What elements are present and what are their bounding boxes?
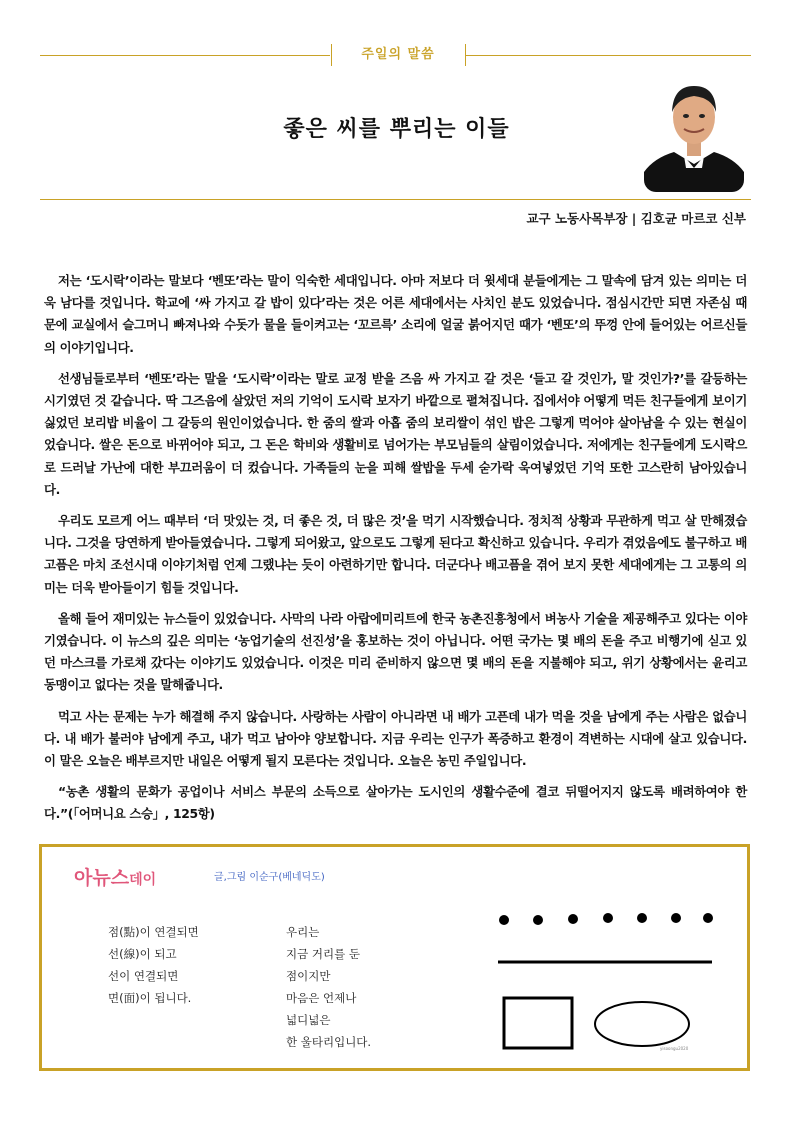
paragraph: 올해 들어 재미있는 뉴스들이 있었습니다. 사막의 나라 아랍에미리트에 한국 농촌진흥청에서 벼농사 기술을 제공해주고 있다는 이야기였습니다. 이 뉴스의 깊은 의미는 ‘농업기술의 선진성’을 홍보하는 것이 아닙니다. 어떤 국가는 몇 배의 돈을 주고 비행기에 싣고 있던 마스크를 가로채 갔다는 이야기도 있었습니다. 이것은 미리 준비하지 않으면 몇 배의 돈을 지불해야 되고, 위기 상황에서는 윤리고 동맹이고 없다는 것을 말해줍니다.	[44, 610, 747, 693]
byline: 교구 노동사목부장 | 김호균 마르코 신부	[526, 211, 746, 226]
dots-row	[499, 913, 713, 925]
header-rule-right	[466, 55, 751, 56]
priest-portrait-icon	[644, 72, 744, 192]
cartoon-title	[74, 863, 156, 890]
cartoon-line: 점(點)이 연결되면	[108, 925, 199, 939]
cartoon-text-left	[108, 921, 199, 1009]
cartoon-line: 마음은 언제나	[286, 991, 357, 1005]
paragraph: 저는 ‘도시락’이라는 말보다 ‘벤또’라는 말이 익숙한 세대입니다. 아마 저보다 더 윗세대 분들에게는 그 말속에 담겨 있는 의미는 더욱 남다를 것입니다. 학교에 ‘싸 가지고 갈 밥이 있다’라는 것은 어른 세대에서는 사치인 분도 있었습니다. 점심시간만 되면 자존심 때문에 교실에서 슬그머니 빠져나와 수돗가 물을 들이켜고는 ‘꼬르륵’ 소리에 얼굴 붉어지던 때가 ‘벤또’의 뚜껑 안에 들어있는 어르신들의 이야기입니다.	[44, 273, 747, 355]
header-rule-left	[40, 55, 330, 56]
cartoon-text-right	[286, 921, 371, 1053]
ellipse-shape	[595, 1002, 689, 1046]
cartoon-title-main: 아뉴스	[74, 867, 130, 889]
page-title: 좋은 씨를 뿌리는 이들	[283, 117, 510, 142]
cartoon-line: 넓디넓은	[286, 1013, 331, 1027]
dot-line-shape-diagram	[490, 902, 720, 1052]
cartoon-title-sub: 데이	[129, 872, 157, 888]
paragraph: 선생님들로부터 ‘벤또’라는 말을 ‘도시락’이라는 말로 교정 받을 즈음 싸 가지고 갈 것은 ‘들고 갈 것인가, 말 것인가?’를 갈등하는 시기였던 것 같습니다. 딱 그즈음에 살았던 저의 기억이 도시락 보자기 바깥으로 펼쳐집니다. 집에서야 어떻게 먹든 친구들에게 보이기 싫었던 보리밥 비율이 그 갈등의 원인이었습니다. 한 줌의 쌀과 아홉 줌의 보리쌀이 섞인 밥은 그렇게 먹어야 살아남을 수 있는 현실이었습니다. 쌀은 돈으로 바뀌어야 되고, 그 돈은 학비와 생활비로 넘어가는 부모님들의 살림이었습니다. 저에게는 친구들에게 도시락으로 드러날 가난에 대한 부끄러움이 더 컸습니다. 가족들의 눈을 피해 쌀밥을 두세 숟가락 욱여넣었던 기억 또한 고스란히 남아있습니다.	[44, 370, 747, 497]
cartoon-line: 한 울타리입니다.	[286, 1035, 372, 1049]
quote-paragraph: “농촌 생활의 문화가 공업이나 서비스 부문의 소득으로 살아가는 도시인의 생활수준에 결코 뒤떨어지지 않도록 배려하여야 한다.”(「어머니요 스승」, 125항)	[44, 784, 747, 822]
cartoon-line: 지금 거리를 둔	[286, 947, 360, 961]
cartoon-line: 선이 연결되면	[108, 969, 179, 983]
section-label: 주일의 말씀	[361, 47, 435, 62]
cartoon-line: 면(面)이 됩니다.	[108, 991, 192, 1005]
cartoon-signature: yisoongu2020	[660, 1046, 689, 1051]
cartoon-line: 우리는	[286, 925, 320, 939]
author-portrait	[644, 72, 744, 192]
title-rule	[40, 199, 751, 200]
cartoon-box	[39, 844, 750, 1071]
cartoon-line: 선(線)이 되고	[108, 947, 177, 961]
article-body	[44, 270, 747, 835]
cartoon-credit: 글,그림 이순구(베네딕도)	[214, 872, 325, 883]
paragraph: 먹고 사는 문제는 누가 해결해 주지 않습니다. 사랑하는 사람이 아니라면 내 배가 고픈데 내가 먹을 것을 남에게 주는 사람은 없습니다. 내 배가 불러야 남에게 주고, 내가 먹고 남아야 양보합니다. 지금 우리는 인구가 폭증하고 환경이 격변하는 시대에 살고 있습니다. 이 말은 오늘은 배부르지만 내일은 어떻게 될지 모른다는 것입니다. 오늘은 농민 주일입니다.	[44, 708, 747, 769]
square-shape	[504, 998, 572, 1048]
cartoon-line: 점이지만	[286, 969, 331, 983]
paragraph: 우리도 모르게 어느 때부터 ‘더 맛있는 것, 더 좋은 것, 더 많은 것’을 먹기 시작했습니다. 정치적 상황과 무관하게 먹고 살 만해졌습니다. 그것을 당연하게 받아들였습니다. 그렇게 되어왔고, 앞으로도 그렇게 된다고 확신하고 있습니다. 우리가 겪었음에도 불구하고 배고픔은 마치 조선시대 이야기처럼 언제 그랬냐는 듯이 아련하기만 합니다. 더군다나 배고픔을 겪어 보지 못한 세대에게는 그 고통의 의미는 더욱 받아들이기 힘들 것입니다.	[44, 513, 747, 595]
